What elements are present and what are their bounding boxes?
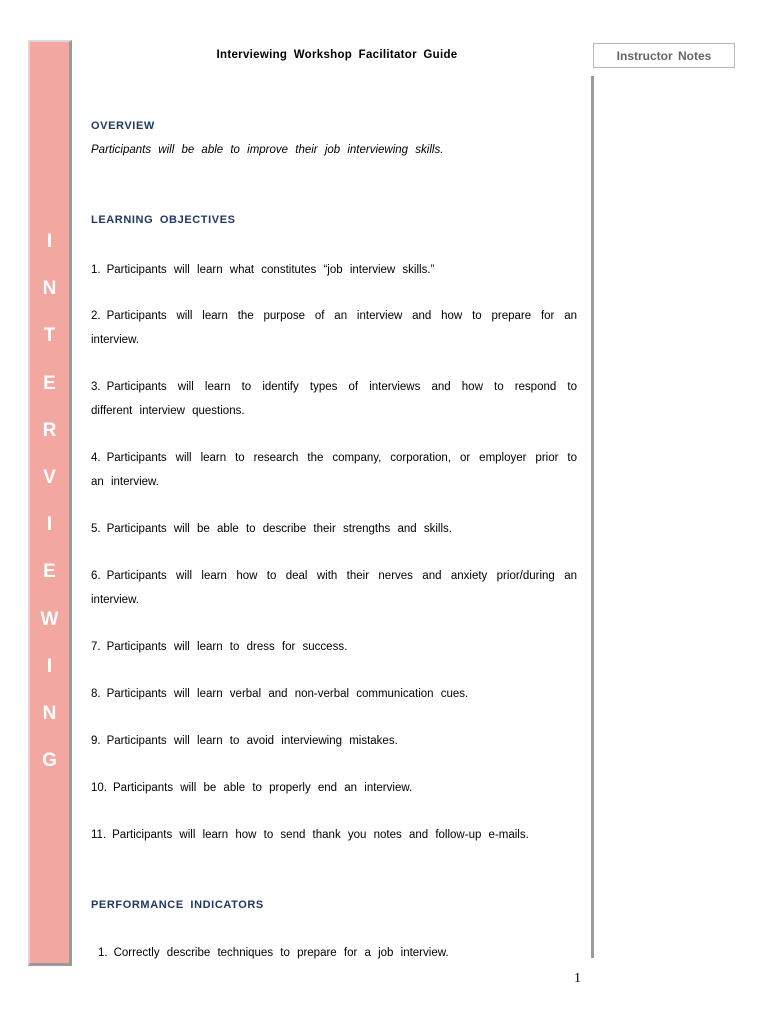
objective-number: 4. bbox=[91, 452, 101, 464]
overview-text: Participants will be able to improve their job interviewing skills. bbox=[91, 144, 444, 156]
objective-text: Participants will learn to dress for success. bbox=[106, 641, 348, 653]
page-number: 1 bbox=[574, 971, 581, 986]
objective-text: Participants will learn to avoid interviewing mistakes. bbox=[106, 735, 398, 747]
learning-objectives-heading: LEARNING OBJECTIVES bbox=[91, 214, 236, 226]
banner-letter: N bbox=[42, 278, 57, 300]
objective-item bbox=[91, 823, 577, 847]
indicator-item bbox=[98, 941, 578, 965]
banner-letter: T bbox=[43, 325, 56, 347]
notes-column-divider bbox=[591, 76, 594, 958]
banner-letter: R bbox=[42, 419, 57, 441]
objective-item bbox=[91, 304, 577, 352]
objective-number: 9. bbox=[91, 735, 101, 747]
objective-number: 10. bbox=[91, 782, 107, 794]
banner-letters bbox=[30, 218, 69, 784]
objective-item bbox=[91, 517, 577, 541]
banner-letter: V bbox=[43, 466, 56, 488]
side-banner bbox=[28, 40, 72, 966]
objective-number: 7. bbox=[91, 641, 101, 653]
objective-text: Participants will learn verbal and non-verbal communication cues. bbox=[106, 688, 469, 700]
objective-item bbox=[91, 776, 577, 800]
objective-number: 8. bbox=[91, 688, 101, 700]
banner-letter: G bbox=[42, 750, 57, 772]
indicator-text: Correctly describe techniques to prepare for a job interview. bbox=[113, 947, 449, 959]
objective-text: Participants will be able to describe their strengths and skills. bbox=[106, 523, 452, 535]
objective-text: Participants will learn what constitutes “job interview skills.” bbox=[106, 264, 435, 276]
banner-letter: I bbox=[46, 655, 53, 677]
objective-text: Participants will learn to research the company, corporation, or employer prior to an interview. bbox=[91, 452, 577, 488]
objective-number: 2. bbox=[91, 310, 101, 322]
objective-text: Participants will learn the purpose of an interview and how to prepare for an interview. bbox=[91, 310, 577, 346]
objective-number: 1. bbox=[91, 264, 101, 276]
instructor-notes-header bbox=[593, 43, 735, 68]
indicator-number: 1. bbox=[98, 947, 108, 959]
objective-number: 6. bbox=[91, 570, 101, 582]
objective-item bbox=[91, 635, 577, 659]
instructor-notes-label: Instructor Notes bbox=[616, 48, 712, 63]
performance-indicators-heading: PERFORMANCE INDICATORS bbox=[91, 899, 264, 911]
objective-text: Participants will learn to identify types of interviews and how to respond to different interview questions. bbox=[91, 381, 577, 417]
objective-item bbox=[91, 375, 577, 423]
objective-item bbox=[91, 564, 577, 612]
objective-number: 11. bbox=[91, 829, 107, 841]
objective-item bbox=[91, 729, 577, 753]
objective-item bbox=[91, 258, 577, 282]
banner-letter: N bbox=[42, 702, 57, 724]
overview-heading: OVERVIEW bbox=[91, 120, 155, 132]
objective-text: Participants will be able to properly end an interview. bbox=[113, 782, 413, 794]
banner-letter: E bbox=[43, 561, 56, 583]
objective-text: Participants will learn how to deal with their nerves and anxiety prior/during an interview. bbox=[91, 570, 577, 606]
banner-letter: I bbox=[46, 514, 53, 536]
banner-letter: I bbox=[46, 231, 53, 252]
document-title: Interviewing Workshop Facilitator Guide bbox=[216, 49, 458, 61]
objective-item bbox=[91, 446, 577, 494]
banner-letter: E bbox=[43, 372, 56, 394]
objective-number: 5. bbox=[91, 523, 101, 535]
objective-number: 3. bbox=[91, 381, 101, 393]
objective-text: Participants will learn how to send thank you notes and follow-up e-mails. bbox=[112, 829, 529, 841]
banner-letter: W bbox=[40, 608, 59, 630]
objective-item bbox=[91, 682, 577, 706]
